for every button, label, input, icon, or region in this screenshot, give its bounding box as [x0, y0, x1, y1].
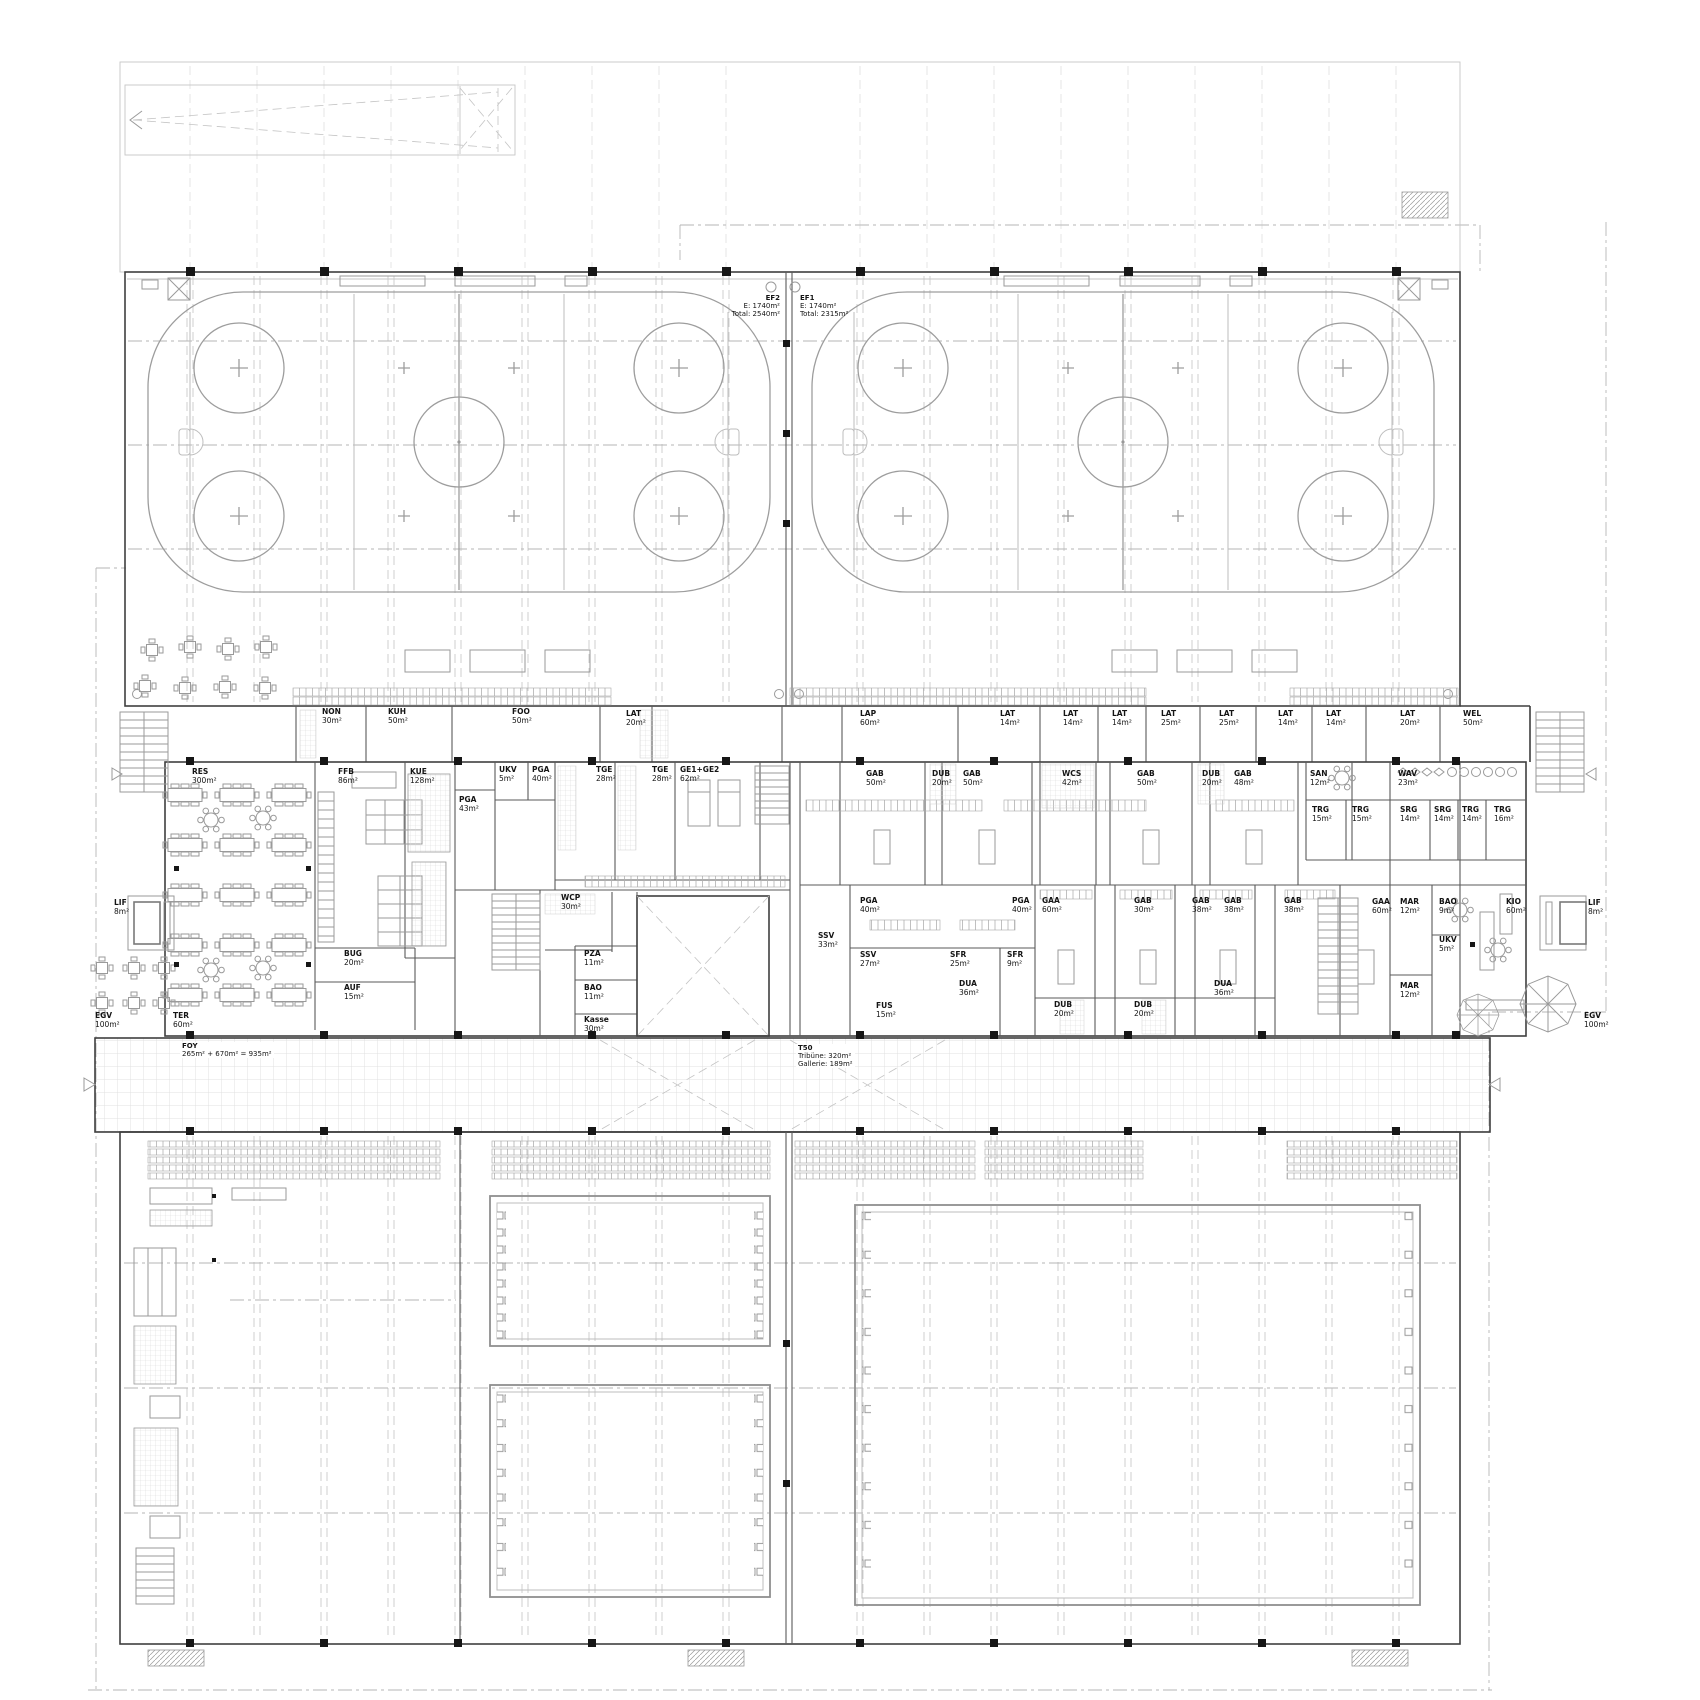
room-label: Kasse 30m² [584, 1015, 609, 1033]
right-annex [1536, 712, 1596, 950]
gym-equipment [134, 1188, 286, 1604]
hall-bench-strips [293, 688, 1458, 705]
room-label: GAB 38m² [1284, 896, 1304, 914]
pool-tribunes [148, 1141, 1457, 1179]
room-label: LAT 20m² [626, 709, 646, 727]
room-label: TER 60m² [173, 1011, 193, 1029]
room-label: LAT 25m² [1219, 709, 1239, 727]
room-label: TRG 14m² [1462, 805, 1482, 823]
room-label: LIF 8m² [1588, 898, 1604, 916]
room-label: SFR 25m² [950, 950, 970, 968]
room-label: EGV 100m² [95, 1011, 120, 1029]
room-label: PGA 43m² [459, 795, 479, 813]
room-label: FUS 15m² [876, 1001, 896, 1019]
ice-rink-right [812, 292, 1434, 592]
column-markers [174, 267, 1475, 1647]
room-label: WAV 23m² [1398, 769, 1418, 787]
pool-hall [120, 1132, 1460, 1644]
room-label: LAT 14m² [1063, 709, 1083, 727]
room-label: LAT 25m² [1161, 709, 1181, 727]
room-label: FOO 50m² [512, 707, 532, 725]
room-label: KUH 50m² [388, 707, 408, 725]
room-label: GAA 60m² [1042, 896, 1062, 914]
hall-divider-wall [786, 272, 792, 706]
services-band [165, 762, 1526, 1036]
room-label: GAB 38m² [1224, 896, 1244, 914]
room-label: BUG 20m² [344, 949, 364, 967]
pool-50m [855, 1205, 1420, 1605]
room-label: LIF 8m² [114, 898, 130, 916]
room-label: SRG 14m² [1400, 805, 1420, 823]
hall-corner-tables [134, 636, 277, 699]
room-label: TRG 15m² [1352, 805, 1372, 823]
room-label: GAB 50m² [1137, 769, 1157, 787]
room-label: UKV 5m² [499, 765, 517, 783]
room-label: WCS 42m² [1062, 769, 1082, 787]
room-label: PGA 40m² [1012, 896, 1032, 914]
room-label: MAR 12m² [1400, 897, 1420, 915]
room-label: MAR 12m² [1400, 981, 1420, 999]
room-label: FFB 86m² [338, 767, 358, 785]
room-label: LAP 60m² [860, 709, 880, 727]
stairs-center-left [492, 894, 540, 970]
room-label: SRG 14m² [1434, 805, 1454, 823]
footing-pads [148, 1650, 1408, 1666]
room-label: SSV 33m² [818, 931, 838, 949]
room-label: WCP 30m² [561, 893, 581, 911]
ice-rink-left [148, 292, 770, 592]
room-label: GAB 30m² [1134, 896, 1154, 914]
rink-area-annotation-ef2: EF2 E: 1740m² Total: 2540m² [731, 294, 780, 318]
room-label: TGE 28m² [652, 765, 672, 783]
room-label: BAO 9m² [1439, 897, 1457, 915]
room-label: GAB 38m² [1192, 896, 1212, 914]
room-label: AUF 15m² [344, 983, 364, 1001]
room-label: WEL 50m² [1463, 709, 1483, 727]
room-label: LAT 14m² [1278, 709, 1298, 727]
room-label: RES 300m² [192, 767, 217, 785]
room-label: DUA 36m² [959, 979, 979, 997]
stairs-right-annex [1536, 712, 1584, 792]
room-label: LAT 14m² [1000, 709, 1020, 727]
foyer [84, 1038, 1500, 1132]
room-label: GAB 48m² [1234, 769, 1254, 787]
room-label: TRG 15m² [1312, 805, 1332, 823]
roof-enclosure [120, 62, 1460, 272]
shaft-hatch [1402, 192, 1448, 218]
room-label: DUA 36m² [1214, 979, 1234, 997]
room-label: NON 30m² [322, 707, 342, 725]
room-label: TRG 16m² [1494, 805, 1514, 823]
pool-tribune-annotation: T50 Tribüne: 320m² Gallerie: 189m² [798, 1044, 853, 1068]
pool-middle-lower [490, 1385, 770, 1597]
room-label: DUB 20m² [1054, 1000, 1074, 1018]
room-label: TGE 28m² [596, 765, 616, 783]
room-label: DUB 20m² [932, 769, 952, 787]
room-label: LAT 20m² [1400, 709, 1420, 727]
room-label: PGA 40m² [532, 765, 552, 783]
terrace-left-tables [91, 957, 175, 1014]
stairs-left-annex [120, 712, 168, 792]
terrace-right-tables [1447, 898, 1576, 1036]
room-label: EGV 100m² [1584, 1011, 1609, 1029]
restaurant-tables [163, 784, 311, 1006]
room-label: PGA 40m² [860, 896, 880, 914]
site-boundary-lines [88, 222, 1606, 1692]
room-label: SAN 12m² [1310, 769, 1330, 787]
room-label: LAT 14m² [1112, 709, 1132, 727]
room-label: DUB 20m² [1202, 769, 1222, 787]
room-label: GAB 50m² [963, 769, 983, 787]
room-label: SFR 9m² [1007, 950, 1024, 968]
room-label: GE1+GE2 62m² [680, 765, 720, 783]
ice-hall [125, 272, 1460, 706]
room-label: GAB 50m² [866, 769, 886, 787]
elevator-right [1540, 896, 1586, 950]
stairs-right-band [1318, 898, 1358, 1014]
room-label: BAO 11m² [584, 983, 604, 1001]
room-label: KUE 128m² [410, 767, 435, 785]
room-label: PZA 11m² [584, 949, 604, 967]
rink-area-annotation-ef1: EF1 E: 1740m² Total: 2315m² [800, 294, 849, 318]
pool-middle-upper [490, 1196, 770, 1346]
room-label: KIO 60m² [1506, 897, 1526, 915]
foyer-annotation: FOY 265m² + 670m² = 935m² [182, 1042, 272, 1058]
room-label: DUB 20m² [1134, 1000, 1154, 1018]
room-label: UKV 5m² [1439, 935, 1457, 953]
room-label: GAA 60m² [1372, 897, 1392, 915]
room-label: LAT 14m² [1326, 709, 1346, 727]
room-label: SSV 27m² [860, 950, 880, 968]
